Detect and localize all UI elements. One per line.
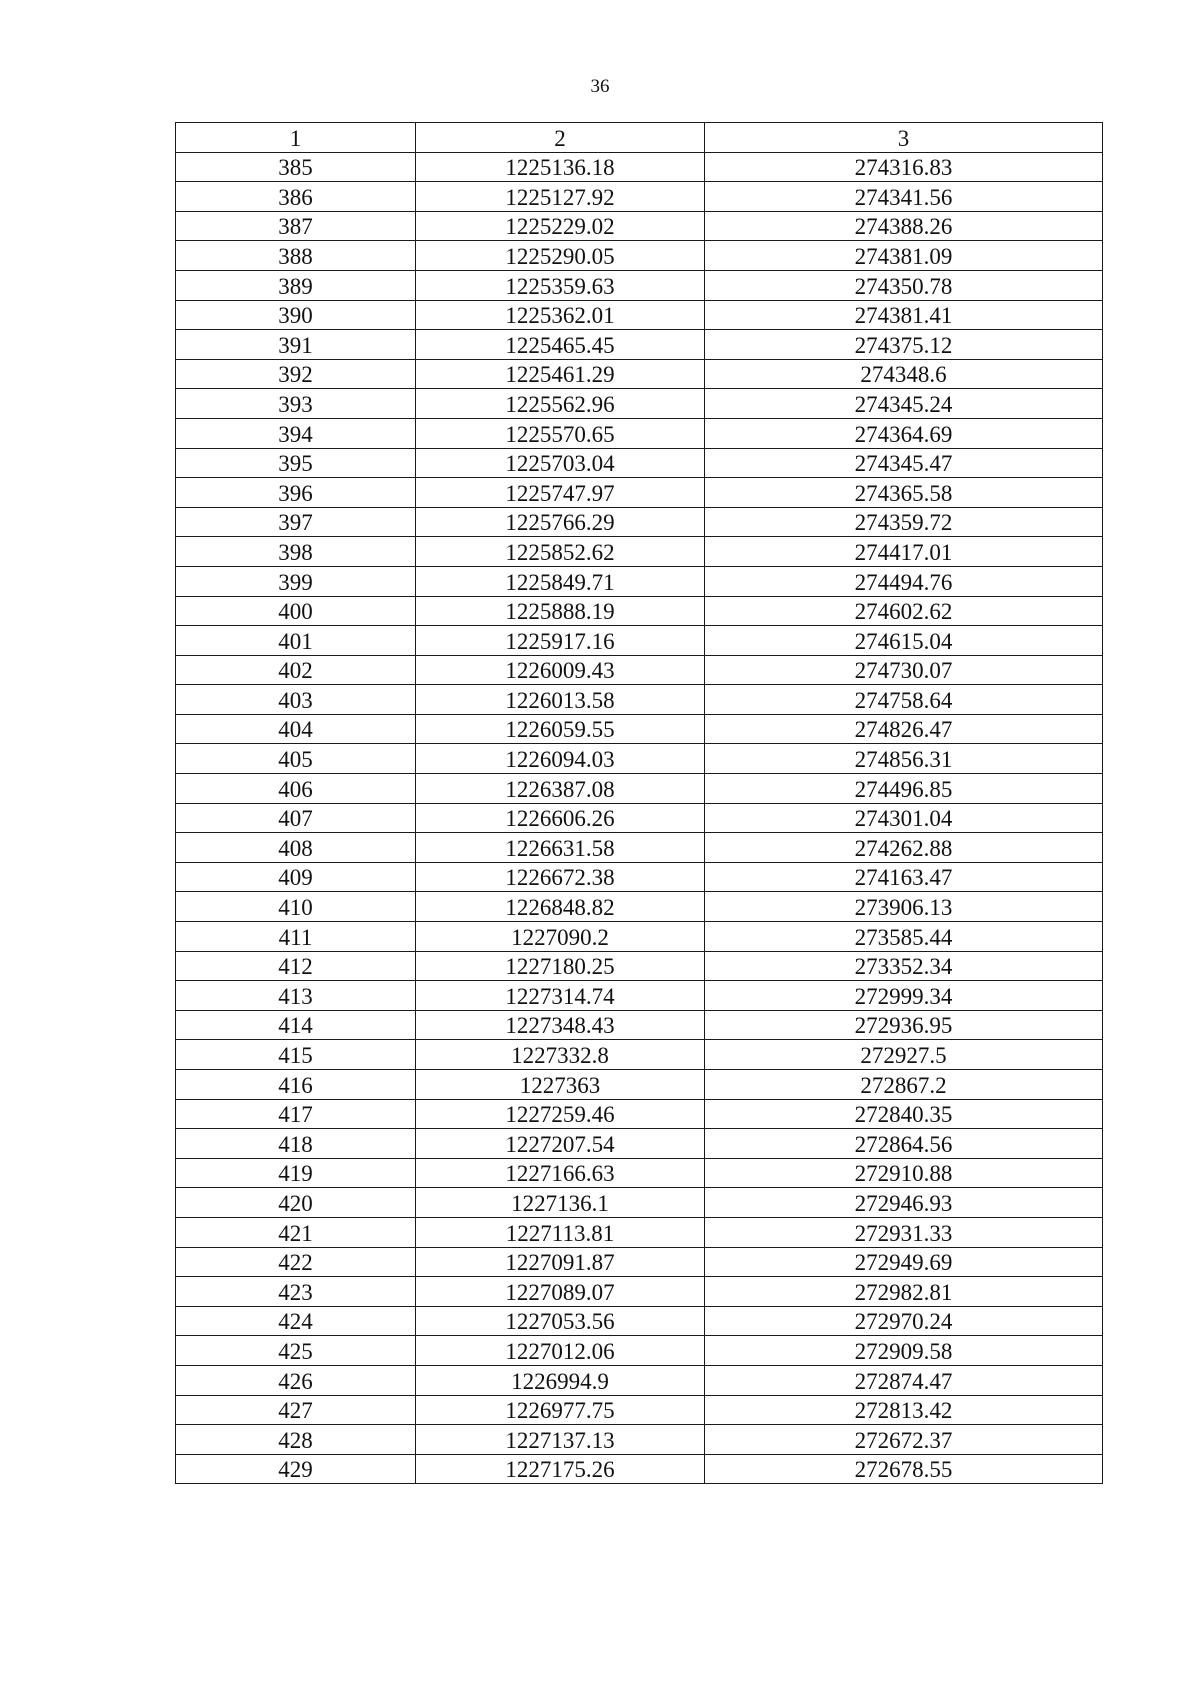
x-coordinate-cell: 1225127.92 xyxy=(416,182,705,212)
point-number-cell: 389 xyxy=(176,270,416,300)
x-coordinate-cell: 1225461.29 xyxy=(416,359,705,389)
y-coordinate-cell: 274615.04 xyxy=(705,626,1103,656)
x-coordinate-cell: 1225852.62 xyxy=(416,537,705,567)
y-coordinate-cell: 274359.72 xyxy=(705,507,1103,537)
point-number-cell: 405 xyxy=(176,744,416,774)
point-number-cell: 392 xyxy=(176,359,416,389)
table-row xyxy=(176,1277,1103,1307)
column-header-2: 2 xyxy=(416,123,705,153)
y-coordinate-cell: 274341.56 xyxy=(705,182,1103,212)
point-number-cell: 400 xyxy=(176,596,416,626)
point-number-cell: 417 xyxy=(176,1099,416,1129)
x-coordinate-cell: 1226013.58 xyxy=(416,685,705,715)
y-coordinate-cell: 274494.76 xyxy=(705,566,1103,596)
table-row xyxy=(176,1070,1103,1100)
y-coordinate-cell: 274365.58 xyxy=(705,478,1103,508)
x-coordinate-cell: 1227113.81 xyxy=(416,1217,705,1247)
point-number-cell: 385 xyxy=(176,152,416,182)
table-row xyxy=(176,1010,1103,1040)
x-coordinate-cell: 1227363 xyxy=(416,1070,705,1100)
y-coordinate-cell: 274316.83 xyxy=(705,152,1103,182)
table-row xyxy=(176,744,1103,774)
point-number-cell: 408 xyxy=(176,833,416,863)
table-row xyxy=(176,1336,1103,1366)
y-coordinate-cell: 274730.07 xyxy=(705,655,1103,685)
y-coordinate-cell: 274381.09 xyxy=(705,241,1103,271)
x-coordinate-cell: 1227348.43 xyxy=(416,1010,705,1040)
table-row xyxy=(176,833,1103,863)
point-number-cell: 429 xyxy=(176,1454,416,1484)
x-coordinate-cell: 1225747.97 xyxy=(416,478,705,508)
point-number-cell: 415 xyxy=(176,1040,416,1070)
table-row xyxy=(176,389,1103,419)
y-coordinate-cell: 274350.78 xyxy=(705,270,1103,300)
x-coordinate-cell: 1227314.74 xyxy=(416,981,705,1011)
point-number-cell: 388 xyxy=(176,241,416,271)
table-row xyxy=(176,1217,1103,1247)
table-row xyxy=(176,537,1103,567)
point-number-cell: 419 xyxy=(176,1158,416,1188)
y-coordinate-cell: 272874.47 xyxy=(705,1365,1103,1395)
y-coordinate-cell: 274388.26 xyxy=(705,211,1103,241)
y-coordinate-cell: 272949.69 xyxy=(705,1247,1103,1277)
point-number-cell: 424 xyxy=(176,1306,416,1336)
y-coordinate-cell: 274163.47 xyxy=(705,862,1103,892)
table-row xyxy=(176,774,1103,804)
table-row xyxy=(176,803,1103,833)
point-number-cell: 427 xyxy=(176,1395,416,1425)
y-coordinate-cell: 274301.04 xyxy=(705,803,1103,833)
x-coordinate-cell: 1226009.43 xyxy=(416,655,705,685)
y-coordinate-cell: 272931.33 xyxy=(705,1217,1103,1247)
point-number-cell: 390 xyxy=(176,300,416,330)
y-coordinate-cell: 274345.47 xyxy=(705,448,1103,478)
point-number-cell: 420 xyxy=(176,1188,416,1218)
point-number-cell: 410 xyxy=(176,892,416,922)
x-coordinate-cell: 1227053.56 xyxy=(416,1306,705,1336)
table-row xyxy=(176,981,1103,1011)
point-number-cell: 412 xyxy=(176,951,416,981)
y-coordinate-cell: 274345.24 xyxy=(705,389,1103,419)
x-coordinate-cell: 1226387.08 xyxy=(416,774,705,804)
table-row xyxy=(176,359,1103,389)
table-row xyxy=(176,152,1103,182)
y-coordinate-cell: 272678.55 xyxy=(705,1454,1103,1484)
y-coordinate-cell: 272672.37 xyxy=(705,1425,1103,1455)
x-coordinate-cell: 1226606.26 xyxy=(416,803,705,833)
y-coordinate-cell: 273585.44 xyxy=(705,922,1103,952)
y-coordinate-cell: 273906.13 xyxy=(705,892,1103,922)
table-row xyxy=(176,1365,1103,1395)
y-coordinate-cell: 272936.95 xyxy=(705,1010,1103,1040)
x-coordinate-cell: 1226848.82 xyxy=(416,892,705,922)
point-number-cell: 403 xyxy=(176,685,416,715)
point-number-cell: 416 xyxy=(176,1070,416,1100)
point-number-cell: 423 xyxy=(176,1277,416,1307)
point-number-cell: 395 xyxy=(176,448,416,478)
x-coordinate-cell: 1227332.8 xyxy=(416,1040,705,1070)
point-number-cell: 393 xyxy=(176,389,416,419)
x-coordinate-cell: 1227207.54 xyxy=(416,1129,705,1159)
x-coordinate-cell: 1225570.65 xyxy=(416,418,705,448)
table-row xyxy=(176,330,1103,360)
table-row xyxy=(176,478,1103,508)
point-number-cell: 387 xyxy=(176,211,416,241)
point-number-cell: 391 xyxy=(176,330,416,360)
point-number-cell: 426 xyxy=(176,1365,416,1395)
table-row xyxy=(176,300,1103,330)
x-coordinate-cell: 1225229.02 xyxy=(416,211,705,241)
y-coordinate-cell: 274262.88 xyxy=(705,833,1103,863)
y-coordinate-cell: 273352.34 xyxy=(705,951,1103,981)
y-coordinate-cell: 272970.24 xyxy=(705,1306,1103,1336)
point-number-cell: 407 xyxy=(176,803,416,833)
table-row xyxy=(176,241,1103,271)
y-coordinate-cell: 274826.47 xyxy=(705,714,1103,744)
table-row xyxy=(176,566,1103,596)
y-coordinate-cell: 272999.34 xyxy=(705,981,1103,1011)
point-number-cell: 428 xyxy=(176,1425,416,1455)
x-coordinate-cell: 1227089.07 xyxy=(416,1277,705,1307)
point-number-cell: 418 xyxy=(176,1129,416,1159)
column-header-3: 3 xyxy=(705,123,1103,153)
table-row xyxy=(176,685,1103,715)
y-coordinate-cell: 274758.64 xyxy=(705,685,1103,715)
table-row xyxy=(176,1099,1103,1129)
point-number-cell: 406 xyxy=(176,774,416,804)
x-coordinate-cell: 1225917.16 xyxy=(416,626,705,656)
x-coordinate-cell: 1225136.18 xyxy=(416,152,705,182)
x-coordinate-cell: 1225290.05 xyxy=(416,241,705,271)
y-coordinate-cell: 272927.5 xyxy=(705,1040,1103,1070)
point-number-cell: 401 xyxy=(176,626,416,656)
table-body xyxy=(176,152,1103,1484)
y-coordinate-cell: 274375.12 xyxy=(705,330,1103,360)
x-coordinate-cell: 1227166.63 xyxy=(416,1158,705,1188)
x-coordinate-cell: 1225465.45 xyxy=(416,330,705,360)
x-coordinate-cell: 1227012.06 xyxy=(416,1336,705,1366)
x-coordinate-cell: 1225888.19 xyxy=(416,596,705,626)
x-coordinate-cell: 1225703.04 xyxy=(416,448,705,478)
coordinates-table xyxy=(175,122,1103,1484)
point-number-cell: 399 xyxy=(176,566,416,596)
y-coordinate-cell: 274417.01 xyxy=(705,537,1103,567)
y-coordinate-cell: 272813.42 xyxy=(705,1395,1103,1425)
x-coordinate-cell: 1225766.29 xyxy=(416,507,705,537)
y-coordinate-cell: 274381.41 xyxy=(705,300,1103,330)
y-coordinate-cell: 274602.62 xyxy=(705,596,1103,626)
y-coordinate-cell: 272867.2 xyxy=(705,1070,1103,1100)
point-number-cell: 396 xyxy=(176,478,416,508)
point-number-cell: 398 xyxy=(176,537,416,567)
table-row xyxy=(176,714,1103,744)
y-coordinate-cell: 274348.6 xyxy=(705,359,1103,389)
table-row xyxy=(176,626,1103,656)
x-coordinate-cell: 1227091.87 xyxy=(416,1247,705,1277)
table-row xyxy=(176,922,1103,952)
table-row xyxy=(176,1425,1103,1455)
table-row xyxy=(176,951,1103,981)
x-coordinate-cell: 1225562.96 xyxy=(416,389,705,419)
x-coordinate-cell: 1226672.38 xyxy=(416,862,705,892)
page-number: 36 xyxy=(590,76,610,97)
point-number-cell: 386 xyxy=(176,182,416,212)
y-coordinate-cell: 274856.31 xyxy=(705,744,1103,774)
x-coordinate-cell: 1226994.9 xyxy=(416,1365,705,1395)
table-header xyxy=(176,123,1103,153)
x-coordinate-cell: 1227137.13 xyxy=(416,1425,705,1455)
x-coordinate-cell: 1225849.71 xyxy=(416,566,705,596)
point-number-cell: 421 xyxy=(176,1217,416,1247)
table-row xyxy=(176,1158,1103,1188)
table-row xyxy=(176,1040,1103,1070)
point-number-cell: 414 xyxy=(176,1010,416,1040)
x-coordinate-cell: 1227259.46 xyxy=(416,1099,705,1129)
table-row xyxy=(176,655,1103,685)
table-row xyxy=(176,270,1103,300)
table-row xyxy=(176,892,1103,922)
x-coordinate-cell: 1227180.25 xyxy=(416,951,705,981)
x-coordinate-cell: 1225362.01 xyxy=(416,300,705,330)
table-row xyxy=(176,448,1103,478)
y-coordinate-cell: 272946.93 xyxy=(705,1188,1103,1218)
y-coordinate-cell: 272909.58 xyxy=(705,1336,1103,1366)
x-coordinate-cell: 1227175.26 xyxy=(416,1454,705,1484)
table-row xyxy=(176,596,1103,626)
y-coordinate-cell: 272982.81 xyxy=(705,1277,1103,1307)
table-row xyxy=(176,1454,1103,1484)
point-number-cell: 409 xyxy=(176,862,416,892)
x-coordinate-cell: 1226059.55 xyxy=(416,714,705,744)
y-coordinate-cell: 272864.56 xyxy=(705,1129,1103,1159)
point-number-cell: 402 xyxy=(176,655,416,685)
table-row xyxy=(176,507,1103,537)
table-row xyxy=(176,1188,1103,1218)
point-number-cell: 404 xyxy=(176,714,416,744)
table-row xyxy=(176,211,1103,241)
y-coordinate-cell: 274496.85 xyxy=(705,774,1103,804)
point-number-cell: 397 xyxy=(176,507,416,537)
point-number-cell: 422 xyxy=(176,1247,416,1277)
point-number-cell: 394 xyxy=(176,418,416,448)
x-coordinate-cell: 1227136.1 xyxy=(416,1188,705,1218)
table-row xyxy=(176,1395,1103,1425)
y-coordinate-cell: 274364.69 xyxy=(705,418,1103,448)
table-row xyxy=(176,862,1103,892)
x-coordinate-cell: 1226977.75 xyxy=(416,1395,705,1425)
point-number-cell: 425 xyxy=(176,1336,416,1366)
x-coordinate-cell: 1226094.03 xyxy=(416,744,705,774)
point-number-cell: 413 xyxy=(176,981,416,1011)
x-coordinate-cell: 1226631.58 xyxy=(416,833,705,863)
table-row xyxy=(176,1306,1103,1336)
table-row xyxy=(176,182,1103,212)
y-coordinate-cell: 272840.35 xyxy=(705,1099,1103,1129)
table-row xyxy=(176,1247,1103,1277)
column-header-1: 1 xyxy=(176,123,416,153)
header-row xyxy=(176,123,1103,153)
x-coordinate-cell: 1225359.63 xyxy=(416,270,705,300)
table-row xyxy=(176,418,1103,448)
y-coordinate-cell: 272910.88 xyxy=(705,1158,1103,1188)
point-number-cell: 411 xyxy=(176,922,416,952)
x-coordinate-cell: 1227090.2 xyxy=(416,922,705,952)
table-row xyxy=(176,1129,1103,1159)
